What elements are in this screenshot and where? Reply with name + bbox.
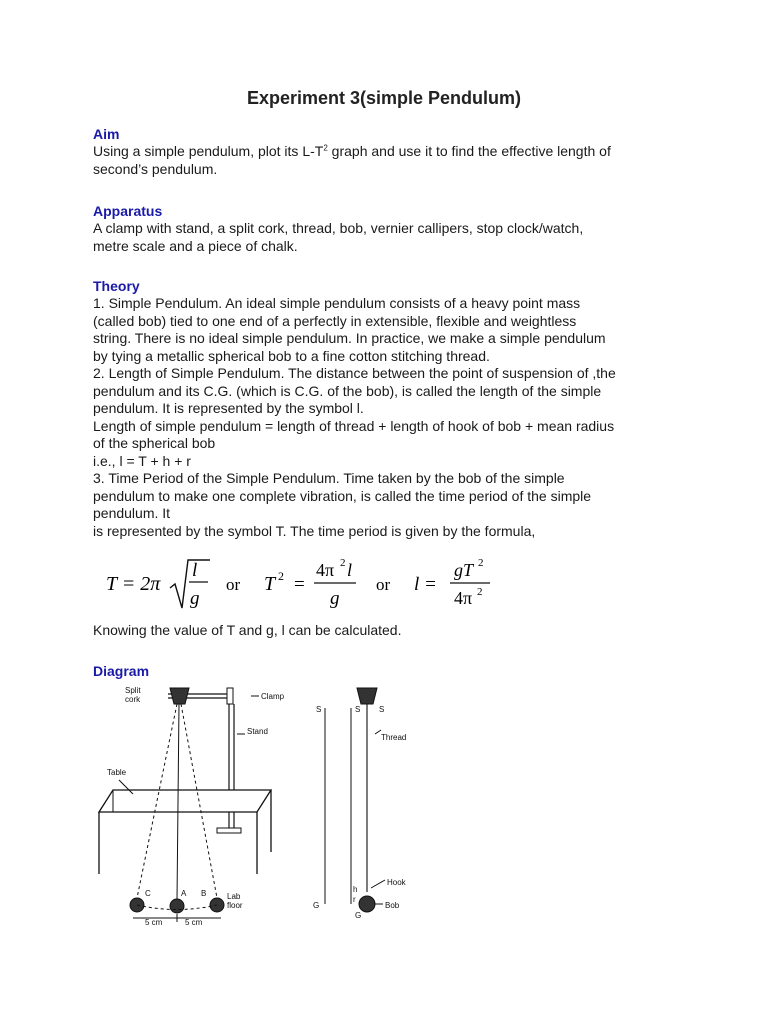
theory-line: i.e., l = T + h + r [93,452,191,469]
formula-l-lhs: l = [414,574,437,595]
apparatus-heading: Apparatus [93,203,163,219]
theory-line: 2. Length of Simple Pendulum. The distance between the point of suspension of ,the [93,365,616,381]
length-figure [325,688,385,912]
label-lab: Lab [227,892,241,901]
aim-line-1-text: Using a simple pendulum, plot its L-T [93,143,324,159]
period-formula [100,552,520,616]
label-r: r [353,895,356,904]
label-thread: Thread [381,733,407,742]
aim-paragraph [93,143,683,178]
label-s-mid: S [355,705,361,714]
stand-base [217,828,241,833]
frac2-num: 4π [316,560,335,580]
pendulum-diagram [93,682,453,932]
table-top [99,790,271,812]
label-5cm-right: 5 cm [185,918,203,927]
frac3-num-exp: 2 [478,557,484,569]
aim-line-1 [93,143,683,161]
label-hook: Hook [387,878,406,887]
label-split: Split [125,686,141,695]
frac2-den: g [330,588,340,609]
label-clamp: Clamp [261,692,285,701]
label-g-left: G [313,901,320,910]
theory-line: of the spherical bob [93,435,216,451]
aim-superscript: 2 [323,143,328,153]
theory-line: by tying a metallic spherical bob to a fine cotton stitching thread. [93,347,490,364]
pendulum-figure [93,682,453,932]
label-bob: Bob [385,901,400,910]
label-b: B [201,889,207,898]
apparatus-paragraph [93,220,683,255]
theory-heading: Theory [93,278,140,294]
frac3-den-exp: 2 [477,586,483,598]
formula-svg [100,552,520,616]
aim-heading: Aim [93,126,120,142]
apparatus-line: A clamp with stand, a split cork, thread, bob, vernier callipers, stop clock/watch, [93,220,584,236]
formula-t-lhs: T = 2π [106,573,161,595]
diagram-heading: Diagram [93,663,150,679]
sqrt-denominator: g [190,588,200,609]
bob-right [359,896,375,912]
hook-pointer [371,880,385,888]
theory-line: 3. Time Period of the Simple Pendulum. Time taken by the bob of the simple [93,470,565,486]
aim-line-1-tail: graph and use it to find the effective length of [327,143,611,159]
theory-line: pendulum. It [93,505,171,521]
formula-or-1: or [226,575,241,594]
knowing-line: Knowing the value of T and g, l can be calculated. [93,622,402,638]
label-a: A [181,889,187,898]
theory-line: is represented by the symbol T. The time period is given by the formula, [93,522,536,539]
frac3-num: gT [454,560,474,580]
theory-line: pendulum to make one complete vibration, is called the time period of the simple [93,487,592,504]
label-g-bob: G [355,911,362,920]
label-5cm-left: 5 cm [145,918,163,927]
bob-a [170,899,184,913]
label-c: C [145,889,151,898]
sqrt-numerator: l [192,560,198,581]
label-s-right: S [379,705,385,714]
split-cork-shape [170,688,189,704]
page-title: Experiment 3(simple Pendulum) [246,88,522,108]
theory-line: (called bob) tied to one end of a perfectly in extensible, flexible and weightless [93,312,577,329]
theory-line: 1. Simple Pendulum. An ideal simple pendulum consists of a heavy point mass [93,295,581,311]
theory-line: pendulum. It is represented by the symbol l. [93,400,364,416]
aim-line-2: second’s pendulum. [93,160,218,177]
theory-line: Length of simple pendulum = length of thread + length of hook of bob + mean radius [93,417,615,434]
label-stand: Stand [247,727,268,736]
label-floor: floor [227,901,243,910]
formula-t2-exp: 2 [278,569,284,583]
theory-paragraph [93,295,683,540]
frac2-num-exp: 2 [340,557,346,569]
label-table: Table [107,768,127,777]
label-cork: cork [125,695,141,704]
cork-right [357,688,377,704]
formula-t2-lhs: T [264,573,276,595]
formula-or-2: or [376,575,391,594]
frac2-num-var: l [347,560,353,580]
table [99,780,271,874]
theory-line: string. There is no ideal simple pendulum. In practice, we make a simple pendulum [93,330,606,346]
label-s-left: S [316,705,322,714]
formula-t2-eq: = [294,574,305,595]
apparatus-line: metre scale and a piece of chalk. [93,237,298,254]
label-h: h [353,885,358,894]
theory-line: pendulum and its C.G. (which is C.G. of the bob), is called the length of the simple [93,382,602,399]
frac3-den: 4π [454,588,473,608]
clamp-block [227,688,233,704]
